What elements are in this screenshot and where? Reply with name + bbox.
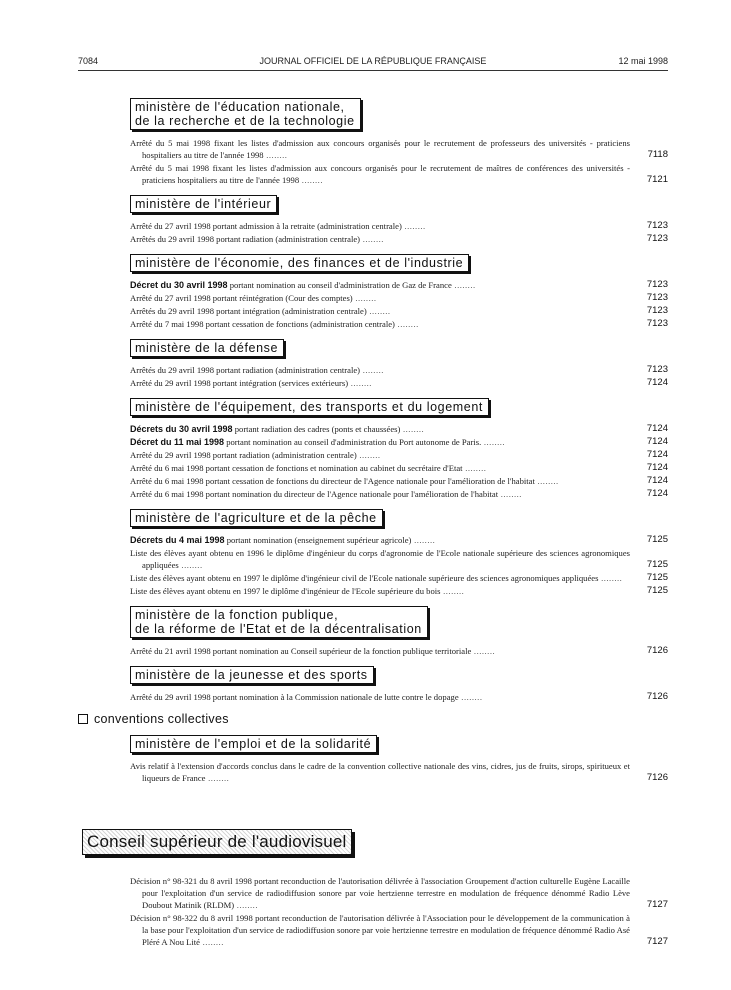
entry-page-number: 7123 <box>646 305 668 316</box>
entry-description: Liste des élèves ayant obtenu en 1997 le diplôme d'ingénieur civil de l'Ecole nationale supérieure des sciences agronomiques appliquées <box>130 573 599 583</box>
entry-page-number: 7124 <box>646 436 668 447</box>
entry-list <box>130 137 668 186</box>
entry-text <box>130 585 646 597</box>
toc-entry <box>130 572 668 584</box>
toc-entry <box>130 547 668 571</box>
dot-leader: ........ <box>200 937 224 947</box>
entry-description: Arrêté du 29 avril 1998 portant radiation (administration centrale) <box>130 450 357 460</box>
entry-text <box>130 364 646 376</box>
dot-leader: ........ <box>458 692 483 702</box>
entry-text <box>130 220 646 232</box>
entry-page-number: 7123 <box>646 318 668 329</box>
entry-list <box>130 534 668 597</box>
entry-text <box>130 449 646 461</box>
dot-leader: ........ <box>471 646 496 656</box>
toc-entry <box>130 137 668 161</box>
dot-leader: ........ <box>394 319 419 329</box>
dot-leader: ........ <box>411 535 436 545</box>
toc-entry <box>130 645 668 657</box>
entry-page-number: 7124 <box>646 423 668 434</box>
entry-page-number: 7125 <box>646 534 668 545</box>
entry-description: Arrêtés du 29 avril 1998 portant radiation (administration centrale) <box>130 365 361 375</box>
toc-entry <box>130 364 668 376</box>
entry-description: portant nomination (enseignement supérieur agricole) <box>224 535 412 545</box>
dot-leader: ........ <box>178 560 203 570</box>
toc-entry <box>130 318 668 330</box>
dot-leader: ........ <box>360 234 384 244</box>
ministries-group <box>78 98 668 703</box>
entry-description: Arrêté du 27 avril 1998 portant admission à la retraite (administration centrale) <box>130 221 402 231</box>
section-title-box <box>130 195 277 213</box>
conventions-heading <box>78 712 668 726</box>
entry-description: Arrêté du 29 avril 1998 portant intégration (services extérieurs) <box>130 378 349 388</box>
entry-page-number: 7126 <box>646 691 668 702</box>
toc-entry <box>130 436 668 448</box>
entry-page-number: 7123 <box>646 292 668 303</box>
dot-leader: ........ <box>366 306 391 316</box>
section-title-line: ministère de la fonction publique, <box>135 608 339 622</box>
entry-description: portant nomination au conseil d'administration de Gaz de France <box>227 280 452 290</box>
entry-page-number: 7123 <box>646 220 668 231</box>
entry-description: Avis relatif à l'extension d'accords conclus dans le cadre de la convention collective nationale des vins, cidres, jus de fruits, sirops, spiritueux et liqueurs de France <box>130 761 630 783</box>
dot-leader: ........ <box>400 424 425 434</box>
section-title-line: de la réforme de l'Etat et de la décentralisation <box>135 622 422 636</box>
entry-page-number: 7124 <box>646 462 668 473</box>
entry-description: Liste des élèves ayant obtenu en 1997 le diplôme d'ingénieur de l'Ecole supérieure du bois <box>130 586 441 596</box>
entry-description: Décision n° 98-321 du 8 avril 1998 portant reconduction de l'autorisation délivrée à l'association Groupement d'action culturelle Eugène Lacaille pour l'exploitation d'un service de radiodiffusion sonore par voie hertzienne terrestre en modulation de fréquence dénommé Radio Lève Doubout Matinik (RLDM) <box>130 876 630 910</box>
toc-entry <box>130 462 668 474</box>
dot-leader: ........ <box>360 365 384 375</box>
entry-list <box>130 279 668 330</box>
dot-leader: ........ <box>598 573 623 583</box>
section-title-box <box>130 98 361 130</box>
entry-description: Arrêté du 5 mai 1998 fixant les listes d'admission aux concours organisés pour le recrutement de professeurs des universités - praticiens hospitaliers au titre de l'année 1998 <box>130 138 630 160</box>
entry-list <box>130 220 668 245</box>
entry-text <box>130 488 646 500</box>
toc-entry <box>130 220 668 232</box>
entry-bold-lead: Décret du 30 avril 1998 <box>130 280 228 290</box>
toc-entry <box>130 162 668 186</box>
entry-description: Arrêté du 6 mai 1998 portant nomination du directeur de l'Agence nationale pour l'amélioration de l'habitat <box>130 489 499 499</box>
entry-page-number: 7124 <box>646 488 668 499</box>
toc-entry <box>130 534 668 546</box>
section-title-box <box>130 735 377 753</box>
entry-bold-lead: Décrets du 4 mai 1998 <box>130 535 225 545</box>
entry-text <box>130 534 646 546</box>
entry-page-number: 7123 <box>646 233 668 244</box>
section-title-line: ministère de la défense <box>135 341 279 355</box>
entry-text <box>130 912 646 948</box>
entry-description: Arrêté du 6 mai 1998 portant cessation de fonctions du directeur de l'Agence nationale pour l'amélioration de l'habitat <box>130 476 535 486</box>
entry-page-number: 7127 <box>646 936 668 947</box>
issue-date: 12 mai 1998 <box>618 56 668 66</box>
toc-entry <box>130 292 668 304</box>
entry-description: Arrêté du 29 avril 1998 portant nomination à la Commission nationale de lutte contre le dopage <box>130 692 459 702</box>
dot-leader: ........ <box>498 489 522 499</box>
csa-heading: Conseil supérieur de l'audiovisuel <box>82 829 352 855</box>
entry-page-number: 7125 <box>646 572 668 583</box>
section-title-line: ministère de l'intérieur <box>135 197 272 211</box>
entry-text <box>130 436 646 448</box>
entry-description: Arrêté du 27 avril 1998 portant réintégration (Cour des comptes) <box>130 293 353 303</box>
entry-page-number: 7125 <box>646 559 668 570</box>
dot-leader: ........ <box>348 378 372 388</box>
entry-description: Arrêté du 21 avril 1998 portant nomination au Conseil supérieur de la fonction publique territoriale <box>130 646 472 656</box>
entry-list <box>130 645 668 657</box>
entry-text <box>130 423 646 435</box>
entry-page-number: 7125 <box>646 585 668 596</box>
section-title-line: ministère de l'économie, des finances et de l'industrie <box>135 256 464 270</box>
dot-leader: ........ <box>352 293 377 303</box>
dot-leader: ........ <box>534 476 559 486</box>
toc-entry <box>130 488 668 500</box>
entry-text <box>130 572 646 584</box>
entry-page-number: 7123 <box>646 279 668 290</box>
section-title-box <box>130 666 374 684</box>
section-title-line: ministère de l'équipement, des transports et du logement <box>135 400 483 414</box>
toc-entry <box>130 233 668 245</box>
entry-page-number: 7124 <box>646 475 668 486</box>
toc-entry <box>130 279 668 291</box>
dot-leader: ........ <box>263 150 288 160</box>
entry-list <box>130 364 668 389</box>
toc-entry <box>130 423 668 435</box>
entry-description: Arrêté du 7 mai 1998 portant cessation de fonctions (administration centrale) <box>130 319 395 329</box>
entry-text <box>130 137 646 161</box>
entry-description: portant radiation des cadres (ponts et chaussées) <box>232 424 401 434</box>
toc-entry <box>130 585 668 597</box>
section-title-line: ministère de l'éducation nationale, <box>135 100 345 114</box>
dot-leader: ........ <box>462 463 487 473</box>
toc-entry <box>130 691 668 703</box>
conventions-group <box>78 735 668 784</box>
entry-page-number: 7127 <box>646 899 668 910</box>
entry-page-number: 7124 <box>646 377 668 388</box>
entry-list <box>130 423 668 500</box>
entry-page-number: 7126 <box>646 645 668 656</box>
entry-description: Liste des élèves ayant obtenu en 1996 le diplôme d'ingénieur du corps d'agronomie de l'Ecole nationale supérieure des sciences agronomiques appliquées <box>130 548 630 570</box>
entry-text <box>130 279 646 291</box>
dot-leader: ........ <box>481 437 506 447</box>
entry-text <box>130 875 646 911</box>
entry-page-number: 7126 <box>646 772 668 783</box>
entry-description: Arrêtés du 29 avril 1998 portant radiation (administration centrale) <box>130 234 361 244</box>
entry-description: Arrêtés du 29 avril 1998 portant intégration (administration centrale) <box>130 306 367 316</box>
section-title-box <box>130 254 469 272</box>
entry-text <box>130 305 646 317</box>
toc-entry <box>130 377 668 389</box>
dot-leader: ........ <box>356 450 381 460</box>
page-number: 7084 <box>78 56 99 66</box>
section-title-line: ministère de la jeunesse et des sports <box>135 668 368 682</box>
entry-list <box>130 691 668 703</box>
dot-leader: ........ <box>451 280 476 290</box>
page-header <box>78 56 668 70</box>
csa-group <box>78 875 668 948</box>
toc-entry <box>130 760 668 784</box>
dot-leader: ........ <box>205 773 230 783</box>
section-title-line: de la recherche et de la technologie <box>135 114 355 128</box>
entry-page-number: 7121 <box>646 174 668 185</box>
entry-list <box>130 760 668 784</box>
toc-entry <box>130 875 668 911</box>
dot-leader: ........ <box>234 900 258 910</box>
header-rule <box>78 70 668 71</box>
entry-list <box>130 875 668 948</box>
entry-text <box>130 233 646 245</box>
entry-page-number: 7118 <box>647 149 668 160</box>
entry-text <box>130 377 646 389</box>
section-title-box <box>130 339 284 357</box>
entry-description: Décision n° 98-322 du 8 avril 1998 portant reconduction de l'autorisation délivrée à l'Association pour le développement de la communication à la base pour l'exploitation d'un service de radiodiffusion sonore par voie hertzienne terrestre en modulation de fréquence dénommé Radio Asé Pléré A Nou Lité <box>130 913 630 947</box>
section-title-box <box>130 398 489 416</box>
entry-bold-lead: Décrets du 30 avril 1998 <box>130 424 233 434</box>
entry-text <box>130 462 646 474</box>
entry-text <box>130 162 646 186</box>
dot-leader: ........ <box>401 221 426 231</box>
entry-description: Arrêté du 5 mai 1998 fixant les listes d'admission aux concours organisés pour le recrutement de maîtres de conférences des universités - praticiens hospitaliers au titre de l'année 1998 <box>130 163 630 185</box>
entry-text <box>130 645 646 657</box>
checkbox-square-icon <box>78 714 88 724</box>
toc-entry <box>130 305 668 317</box>
entry-text <box>130 292 646 304</box>
section-title-box <box>130 606 428 638</box>
entry-text <box>130 547 646 571</box>
section-title-line: ministère de l'emploi et de la solidarité <box>135 737 372 751</box>
entry-description: portant nomination au conseil d'administration du Port autonome de Paris. <box>224 437 482 447</box>
section-title-box <box>130 509 383 527</box>
entry-page-number: 7124 <box>646 449 668 460</box>
toc-entry <box>130 475 668 487</box>
entry-page-number: 7123 <box>646 364 668 375</box>
conventions-label: conventions collectives <box>94 712 229 726</box>
summary-content <box>78 98 668 957</box>
toc-entry <box>130 912 668 948</box>
dot-leader: ........ <box>440 586 465 596</box>
entry-description: Arrêté du 6 mai 1998 portant cessation de fonctions et nomination au cabinet du secrétaire d'Etat <box>130 463 463 473</box>
section-title-line: ministère de l'agriculture et de la pêche <box>135 511 377 525</box>
entry-bold-lead: Décret du 11 mai 1998 <box>130 437 225 447</box>
dot-leader: ........ <box>299 175 323 185</box>
entry-text <box>130 318 646 330</box>
entry-text <box>130 475 646 487</box>
toc-entry <box>130 449 668 461</box>
entry-text <box>130 691 646 703</box>
journal-title: JOURNAL OFFICIEL DE LA RÉPUBLIQUE FRANÇAISE <box>259 56 487 66</box>
entry-text <box>130 760 646 784</box>
